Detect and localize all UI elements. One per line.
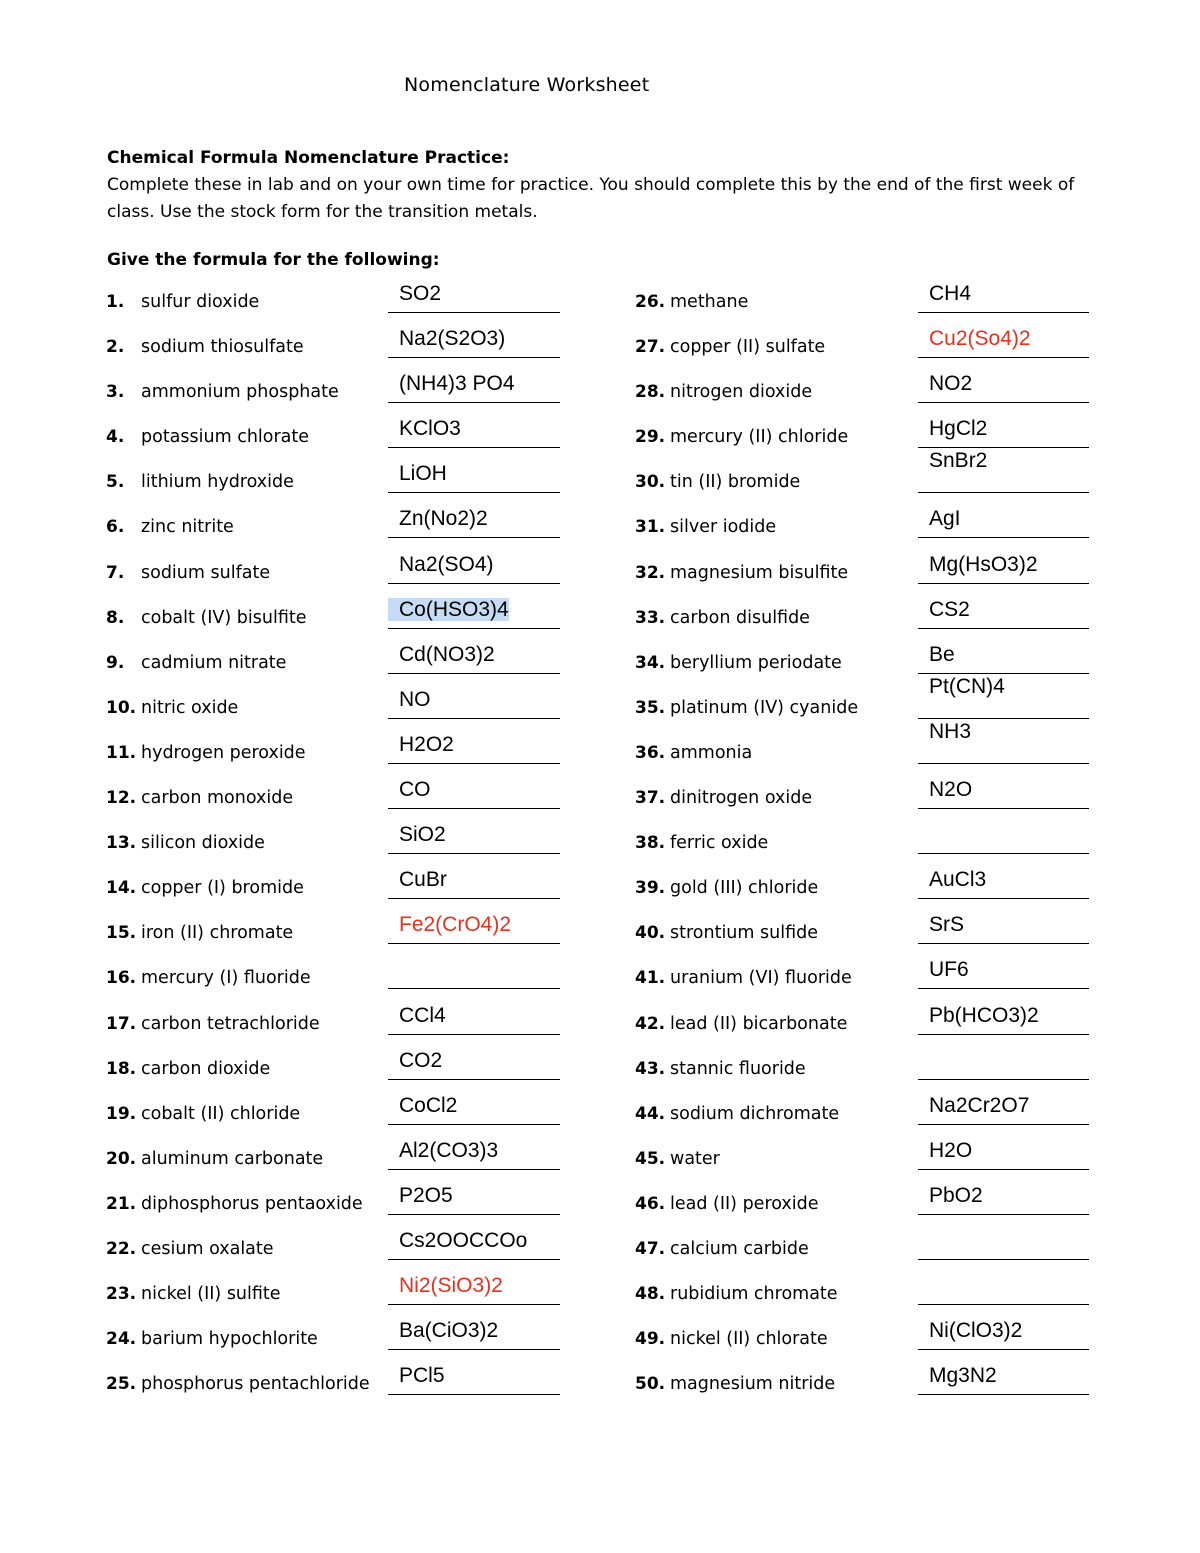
answer-field[interactable] (918, 280, 1089, 313)
answer-field[interactable] (918, 956, 1089, 989)
answer-field[interactable] (388, 280, 560, 313)
compound-name: ammonia (670, 742, 753, 763)
answer-text: Pt(CN)4 (929, 674, 1005, 698)
answer-text: Fe2(CrO4)2 (399, 913, 512, 937)
compound-name: rubidium chromate (670, 1284, 838, 1305)
compound-name: carbon tetrachloride (141, 1013, 320, 1034)
answer-field[interactable] (918, 1272, 1089, 1305)
answer-field[interactable] (918, 1317, 1089, 1350)
answer-text: CuBr (399, 868, 447, 892)
compound-name: lithium hydroxide (141, 472, 294, 493)
question-number: 21. (106, 1193, 137, 1214)
question-number: 7. (106, 562, 125, 583)
answer-text: CCl4 (399, 1003, 446, 1027)
answer-field[interactable] (388, 1002, 560, 1035)
answer-text: H2O (929, 1138, 973, 1162)
question-number: 32. (635, 562, 666, 583)
answer-text: CoCl2 (399, 1093, 458, 1117)
answer-text: CS2 (929, 597, 970, 621)
answer-text: Mg(HsO3)2 (929, 552, 1038, 576)
compound-name: barium hypochlorite (141, 1329, 318, 1350)
compound-name: mercury (I) fluoride (141, 968, 311, 989)
answer-field[interactable] (918, 1362, 1089, 1395)
answer-text: AgI (929, 507, 961, 531)
answer-text: PCl5 (399, 1364, 445, 1388)
compound-name: gold (III) chloride (670, 878, 819, 899)
question-number: 29. (635, 427, 666, 448)
answer-field[interactable] (918, 673, 1089, 719)
answer-text: NH3 (929, 719, 972, 743)
compound-name: carbon dioxide (141, 1058, 271, 1079)
answer-text: Pb(HCO3)2 (929, 1003, 1039, 1027)
answer-text: Ni(ClO3)2 (929, 1319, 1023, 1343)
answer-field[interactable] (918, 1182, 1089, 1215)
answer-field[interactable] (388, 505, 560, 538)
question-number: 5. (106, 472, 125, 493)
question-number: 38. (635, 833, 666, 854)
compound-name: mercury (II) chloride (670, 427, 849, 448)
question-number: 8. (106, 607, 125, 628)
answer-field[interactable] (388, 776, 560, 809)
answer-text: Ni2(SiO3)2 (399, 1274, 503, 1298)
answer-text: Co(HSO3)4 (388, 598, 509, 621)
answer-text (918, 1049, 929, 1072)
answer-field[interactable] (388, 1317, 560, 1350)
answer-field[interactable] (388, 1137, 560, 1170)
question-number: 23. (106, 1284, 137, 1305)
question-number: 2. (106, 337, 125, 358)
answer-field[interactable] (388, 415, 560, 448)
compound-name: sodium dichromate (670, 1103, 840, 1124)
answer-text: Ba(CiO3)2 (399, 1319, 499, 1343)
answer-text: Mg3N2 (929, 1364, 997, 1388)
answer-text: KClO3 (399, 417, 461, 441)
compound-name: silver iodide (670, 517, 777, 538)
compound-name: calcium carbide (670, 1238, 809, 1259)
compound-name: nitric oxide (141, 697, 239, 718)
answer-field[interactable] (388, 370, 560, 403)
question-number: 47. (635, 1238, 666, 1259)
compound-name: aluminum carbonate (141, 1148, 324, 1169)
answer-field[interactable] (388, 866, 560, 899)
question-number: 46. (635, 1193, 666, 1214)
question-number: 34. (635, 652, 666, 673)
answer-text (388, 958, 399, 981)
compound-name: sodium thiosulfate (141, 337, 304, 358)
answer-text: Na2(S2O3) (399, 327, 506, 351)
answer-field[interactable] (918, 911, 1089, 944)
question-number: 49. (635, 1329, 666, 1350)
answer-field[interactable] (918, 866, 1089, 899)
answer-field[interactable] (918, 776, 1089, 809)
compound-name: silicon dioxide (141, 833, 265, 854)
answer-field[interactable] (918, 447, 1089, 493)
compound-name: cobalt (IV) bisulfite (141, 607, 307, 628)
compound-name: potassium chlorate (141, 427, 310, 448)
question-number: 12. (106, 788, 137, 809)
compound-name: lead (II) bicarbonate (670, 1013, 848, 1034)
answer-text: Cu2(So4)2 (929, 327, 1031, 351)
question-number: 40. (635, 923, 666, 944)
answer-text: PbO2 (929, 1183, 983, 1207)
question-number: 13. (106, 833, 137, 854)
answer-text: CH4 (929, 282, 972, 305)
answer-field[interactable] (388, 1092, 560, 1125)
answer-field[interactable] (918, 641, 1089, 674)
answer-text: Na2(SO4) (399, 552, 494, 576)
compound-name: cesium oxalate (141, 1238, 274, 1259)
answer-field[interactable] (388, 821, 560, 854)
compound-name: copper (I) bromide (141, 878, 304, 899)
question-number: 41. (635, 968, 666, 989)
question-number: 24. (106, 1329, 137, 1350)
question-number: 14. (106, 878, 137, 899)
answer-field[interactable] (388, 686, 560, 719)
answer-text: N2O (929, 778, 973, 802)
answer-text: P2O5 (399, 1183, 453, 1207)
answer-field[interactable] (388, 956, 560, 989)
answer-field[interactable] (388, 460, 560, 493)
answer-text: SnBr2 (929, 449, 988, 473)
answer-text: NO2 (929, 372, 973, 396)
answer-text: SrS (929, 913, 965, 937)
question-number: 37. (635, 788, 666, 809)
answer-field[interactable] (918, 1092, 1089, 1125)
answer-text: H2O2 (399, 732, 454, 756)
answer-text (918, 1229, 929, 1252)
compound-name: platinum (IV) cyanide (670, 697, 859, 718)
compound-name: carbon disulfide (670, 607, 810, 628)
answer-field[interactable] (918, 596, 1089, 629)
question-number: 27. (635, 337, 666, 358)
compound-name: zinc nitrite (141, 517, 234, 538)
answer-text: SiO2 (399, 823, 446, 847)
question-number: 45. (635, 1148, 666, 1169)
compound-name: water (670, 1148, 720, 1169)
compound-name: sulfur dioxide (141, 292, 260, 312)
answer-text: AuCl3 (929, 868, 987, 892)
compound-name: iron (II) chromate (141, 923, 294, 944)
compound-name: uranium (VI) fluoride (670, 968, 852, 989)
answer-field[interactable] (918, 325, 1089, 358)
compound-name: tin (II) bromide (670, 472, 801, 493)
compound-name: dinitrogen oxide (670, 788, 813, 809)
question-number: 39. (635, 878, 666, 899)
question-number: 30. (635, 472, 666, 493)
compound-name: nitrogen dioxide (670, 382, 813, 403)
answer-text: Be (929, 642, 955, 666)
answer-field[interactable] (918, 370, 1089, 403)
compound-name: strontium sulfide (670, 923, 818, 944)
answer-field[interactable] (918, 1137, 1089, 1170)
compound-name: nickel (II) sulfite (141, 1284, 281, 1305)
question-number: 42. (635, 1013, 666, 1034)
question-number: 3. (106, 382, 125, 403)
answer-text: CO2 (399, 1048, 443, 1072)
compound-name: ferric oxide (670, 833, 769, 854)
question-number: 1. (106, 292, 125, 312)
compound-name: sodium sulfate (141, 562, 271, 583)
question-number: 18. (106, 1058, 137, 1079)
question-number: 16. (106, 968, 137, 989)
answer-text: HgCl2 (929, 417, 988, 441)
answer-text: SO2 (399, 282, 442, 305)
compound-name: hydrogen peroxide (141, 742, 306, 763)
answer-field[interactable] (918, 505, 1089, 538)
answer-field[interactable] (918, 415, 1089, 448)
question-prompt: Give the formula for the following: (107, 250, 440, 270)
question-number: 26. (635, 292, 666, 312)
answer-field[interactable] (388, 551, 560, 584)
answer-field[interactable] (388, 596, 560, 629)
answer-field[interactable] (388, 911, 560, 944)
question-number: 19. (106, 1103, 137, 1124)
compound-name: stannic fluoride (670, 1058, 806, 1079)
compound-name: cadmium nitrate (141, 652, 287, 673)
question-number: 10. (106, 697, 137, 718)
question-number: 31. (635, 517, 666, 538)
answer-field[interactable] (388, 1227, 560, 1260)
answer-field[interactable] (918, 1002, 1089, 1035)
answer-field[interactable] (918, 821, 1089, 854)
compound-name: diphosphorus pentaoxide (141, 1193, 363, 1214)
compound-name: ammonium phosphate (141, 382, 339, 403)
question-number: 11. (106, 742, 137, 763)
compound-name: cobalt (II) chloride (141, 1103, 301, 1124)
question-number: 17. (106, 1013, 137, 1034)
answer-text (918, 823, 929, 846)
question-number: 9. (106, 652, 125, 673)
answer-field[interactable] (388, 1362, 560, 1395)
instructions-text: Complete these in lab and on your own time for practice. You should complete this by the end of the first week of class. Use the stock form for the transition metals. (107, 175, 1075, 222)
question-number: 33. (635, 607, 666, 628)
question-number: 22. (106, 1238, 137, 1259)
answer-field[interactable] (388, 1272, 560, 1305)
answer-field[interactable] (388, 1182, 560, 1215)
answer-field[interactable] (918, 1227, 1089, 1260)
answer-field[interactable] (388, 325, 560, 358)
answer-text: Zn(No2)2 (399, 507, 488, 531)
compound-name: carbon monoxide (141, 788, 294, 809)
compound-name: magnesium nitride (670, 1374, 836, 1395)
answer-text: CO (399, 778, 431, 802)
answer-text: Na2Cr2O7 (929, 1093, 1030, 1117)
question-number: 50. (635, 1374, 666, 1395)
answer-field[interactable] (388, 641, 560, 674)
answer-text: UF6 (929, 958, 969, 982)
compound-name: lead (II) peroxide (670, 1193, 819, 1214)
answer-field[interactable] (388, 1047, 560, 1080)
question-number: 25. (106, 1374, 137, 1395)
page-title: Nomenclature Worksheet (404, 74, 650, 96)
compound-name: magnesium bisulfite (670, 562, 849, 583)
question-number: 35. (635, 697, 666, 718)
compound-name: copper (II) sulfate (670, 337, 826, 358)
compound-name: phosphorus pentachloride (141, 1374, 370, 1395)
answer-text (918, 1274, 929, 1297)
question-number: 28. (635, 382, 666, 403)
question-number: 4. (106, 427, 125, 448)
question-number: 48. (635, 1284, 666, 1305)
answer-field[interactable] (918, 718, 1089, 764)
answer-text: Cd(NO3)2 (399, 642, 495, 666)
question-number: 15. (106, 923, 137, 944)
answer-field[interactable] (918, 1047, 1089, 1080)
question-number: 44. (635, 1103, 666, 1124)
question-number: 43. (635, 1058, 666, 1079)
answer-text: LiOH (399, 462, 447, 486)
compound-name: methane (670, 292, 749, 312)
compound-name: nickel (II) chlorate (670, 1329, 828, 1350)
answer-field[interactable] (388, 731, 560, 764)
answer-text: Cs2OOCCOo (399, 1228, 528, 1252)
instructions (107, 145, 1107, 226)
section-heading: Chemical Formula Nomenclature Practice: (107, 148, 510, 168)
question-number: 20. (106, 1148, 137, 1169)
answer-text: Al2(CO3)3 (399, 1138, 499, 1162)
answer-field[interactable] (918, 551, 1089, 584)
question-number: 36. (635, 742, 666, 763)
question-number: 6. (106, 517, 125, 538)
answer-text: (NH4)3 PO4 (399, 372, 515, 396)
compound-name: beryllium periodate (670, 652, 842, 673)
answer-text: NO (399, 687, 431, 711)
